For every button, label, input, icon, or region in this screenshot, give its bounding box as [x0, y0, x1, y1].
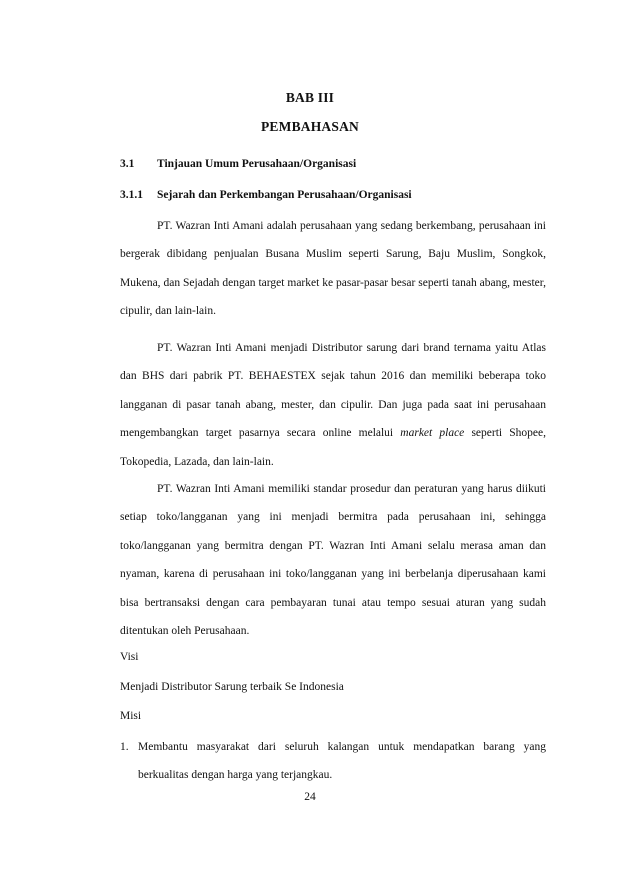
- section-title: Tinjauan Umum Perusahaan/Organisasi: [157, 158, 357, 170]
- paragraph-distributor: [120, 334, 546, 476]
- chapter-title: PEMBAHASAN: [260, 119, 359, 134]
- paragraph-distributor-italic: market place: [400, 427, 465, 440]
- visi-label: Visi: [120, 651, 139, 663]
- visi-text: Menjadi Distributor Sarung terbaik Se Indonesia: [120, 681, 344, 693]
- paragraph-company-intro: PT. Wazran Inti Amani adalah perusahaan yang sedang berkembang, perusahaan ini bergerak dibidang penjualan Busana Muslim seperti Sarung, Baju Muslim, Songkok, Mukena, dan Sejadah dengan target market ke pasar-pasar besar seperti tanah abang, mester, cipulir, dan lain-lain.: [120, 220, 546, 318]
- misi-label: Misi: [120, 710, 142, 722]
- list-item-text: Membantu masyarakat dari seluruh kalangan untuk mendapatkan barang yang berkualitas dengan harga yang terjangkau.: [138, 741, 546, 782]
- paragraph-distributor-text-end: seperti Shopee, Tokopedia, Lazada, dan lain-lain.: [120, 427, 546, 468]
- subsection-title: Sejarah dan Perkembangan Perusahaan/Organisasi: [157, 189, 412, 201]
- paragraph-distributor-text: PT. Wazran Inti Amani menjadi Distributor sarung dari brand ternama yaitu Atlas dan BHS dari pabrik PT. BEHAESTEX sejak tahun 2016 dan memiliki beberapa toko langganan di pasar tanah abang, mester, dan cipulir. Dan juga pada saat ini perusahaan mengembangkan target pasarnya secara online melalui: [120, 342, 546, 440]
- chapter-label: BAB III: [285, 90, 335, 105]
- subsection-number: 3.1.1: [120, 189, 143, 201]
- page-number: 24: [304, 791, 316, 803]
- list-marker: 1.: [120, 741, 129, 753]
- misi-list-item: [120, 733, 546, 790]
- section-heading: [120, 158, 356, 170]
- paragraph-procedures: PT. Wazran Inti Amani memiliki standar prosedur dan peraturan yang harus diikuti setiap toko/langganan yang ini menjadi bermitra pada perusahaan ini, sehingga toko/langganan yang bermitra dengan PT. Wazran Inti Amani selalu merasa aman dan nyaman, karena di perusahaan ini toko/langganan yang ini berbelanja diperusahaan kami bisa bertransaksi dengan cara pembayaran tunai atau tempo sesuai aturan yang sudah ditentukan oleh Perusahaan.: [120, 483, 546, 638]
- section-number: 3.1: [120, 158, 135, 170]
- subsection-heading: [120, 189, 412, 201]
